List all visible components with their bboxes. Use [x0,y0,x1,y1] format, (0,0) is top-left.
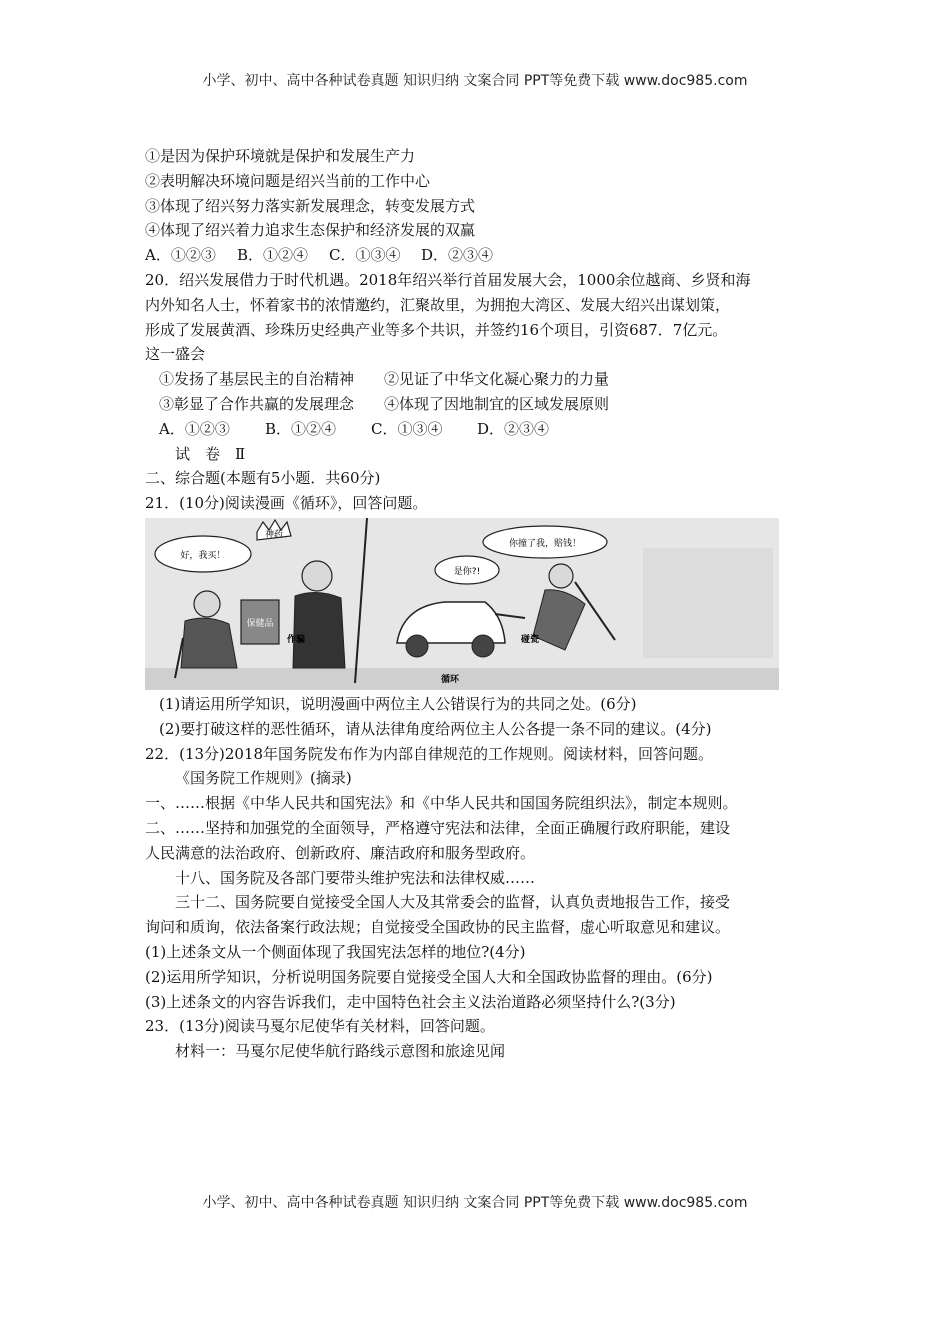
page-footer: 小学、初中、高中各种试卷真题 知识归纳 文案合同 PPT等免费下载 www.doc985.com [202,1195,748,1211]
q19-option-c: C．①③④ [329,246,401,265]
label-fraud: 作骗 [287,634,306,645]
q20-option-d: D．②③④ [477,419,550,438]
q19-option-d: D．②③④ [421,246,494,265]
q20-option-b: B．①②④ [265,419,337,438]
q19-item-1: ①是因为保护环境就是保护和发展生产力 [145,147,416,165]
background-newspaper [643,548,773,658]
q22-text-3: 人民满意的法治政府、创新政府、廉洁政府和服务型政府。 [145,843,536,862]
q21-sub-2: (2)要打破这样的恶性循环，请从法律角度给两位主人公各提一条不同的建议。(4分) [159,719,712,738]
extortion-man-head [549,564,573,588]
exam-content [145,144,810,1064]
cartoon-cycle [145,518,779,690]
page-header: 小学、初中、高中各种试卷真题 知识归纳 文案合同 PPT等免费下载 www.doc985.com [202,73,748,89]
q22-sub-2: (2)运用所学知识，分析说明国务院要自觉接受全国人大和全国政协监督的理由。(6分) [145,967,713,986]
q20-items-2: ③彰显了合作共赢的发展理念 ④体现了因地制宜的区域发展原则 [159,394,610,413]
q19-item-4: ④体现了绍兴着力追求生态保护和经济发展的双赢 [145,221,476,240]
q20-option-a: A．①②③ [159,419,230,438]
bubble-right-text: 你撞了我，赔钱！ [508,538,582,549]
q20-options [145,417,810,442]
q23-stem: 23．(13分)阅读马戛尔尼使华有关材料，回答问题。 [145,1017,495,1036]
q20-stem-1: 20．绍兴发展借力于时代机遇。2018年绍兴举行首届发展大会，1000余位越商、乡贤和海 [145,270,751,289]
q19-item-2: ②表明解决环境问题是绍兴当前的工作中心 [145,171,431,190]
q22-text-6: 询问和质询，依法备案行政法规；自觉接受全国政协的民主监督，虚心听取意见和建议。 [145,918,731,937]
q21-stem: 21．(10分)阅读漫画《循环》，回答问题。 [145,494,428,513]
cartoon-caption: 循环 [441,674,460,685]
q22-text-1: 一、……根据《中华人民共和国宪法》和《中华人民共和国国务院组织法》，制定本规则。 [145,794,738,813]
bubble-middle-text: 是你?! [453,566,481,577]
old-man-body [181,618,237,668]
q20-stem-3: 形成了发展黄酒、珍珠历史经典产业等多个共识，并签约16个项目，引资687．7亿元。 [145,320,728,339]
q22-sub-3: (3)上述条文的内容告诉我们，走中国特色社会主义法治道路必须坚持什么?(3分) [145,992,676,1011]
q22-sub-1: (1)上述条文从一个侧面体现了我国宪法怎样的地位?(4分) [145,942,526,961]
old-man-head [194,591,220,617]
seller-body [293,592,345,668]
label-extortion: 碰瓷 [521,634,540,645]
box-text: 保健品 [246,618,274,629]
q22-text-2: 二、……坚持和加强党的全面领导，严格遵守宪法和法律，全面正确履行政府职能，建设 [145,818,731,837]
bubble-left-text: 好，我买！ [180,550,226,561]
seller-head [302,561,332,591]
q19-options [145,243,810,268]
q22-stem: 22．(13分)2018年国务院发布作为内部自律规范的工作规则。阅读材料，回答问题。 [145,744,714,763]
section-2-heading: 二、综合题(本题有5小题．共60分) [145,469,381,488]
q22-text-5: 三十二、国务院要自觉接受全国人大及其常委会的监督，认真负责地报告工作，接受 [175,893,731,912]
q19-option-a: A．①②③ [145,246,216,265]
q21-sub-1: (1)请运用所学知识，说明漫画中两位主人公错误行为的共同之处。(6分) [159,694,637,713]
q22-text-4: 十八、国务院及各部门要带头维护宪法和法律权威…… [175,868,536,887]
paper-2-title: 试 卷 Ⅱ [175,444,246,463]
car-wheel-front [406,635,428,657]
q20-stem-4: 这一盛会 [145,345,206,364]
crown-text: 神药 [264,529,284,540]
q19-option-b: B．①②④ [237,246,309,265]
cartoon-ground [145,668,779,690]
cartoon-drawing [145,518,779,690]
q20-option-c: C．①③④ [371,419,443,438]
q20-stem-2: 内外知名人士，怀着家书的浓情邀约，汇聚故里，为拥抱大湾区、发展大绍兴出谋划策， [145,295,731,314]
q23-material-1: 材料一：马戛尔尼使华航行路线示意图和旅途见闻 [175,1042,506,1061]
q22-material-title: 《国务院工作规则》(摘录) [175,769,352,788]
car-wheel-rear [472,635,494,657]
q19-item-3: ③体现了绍兴努力落实新发展理念，转变发展方式 [145,196,476,215]
q20-items-1: ①发扬了基层民主的自治精神 ②见证了中华文化凝心聚力的力量 [159,370,610,389]
